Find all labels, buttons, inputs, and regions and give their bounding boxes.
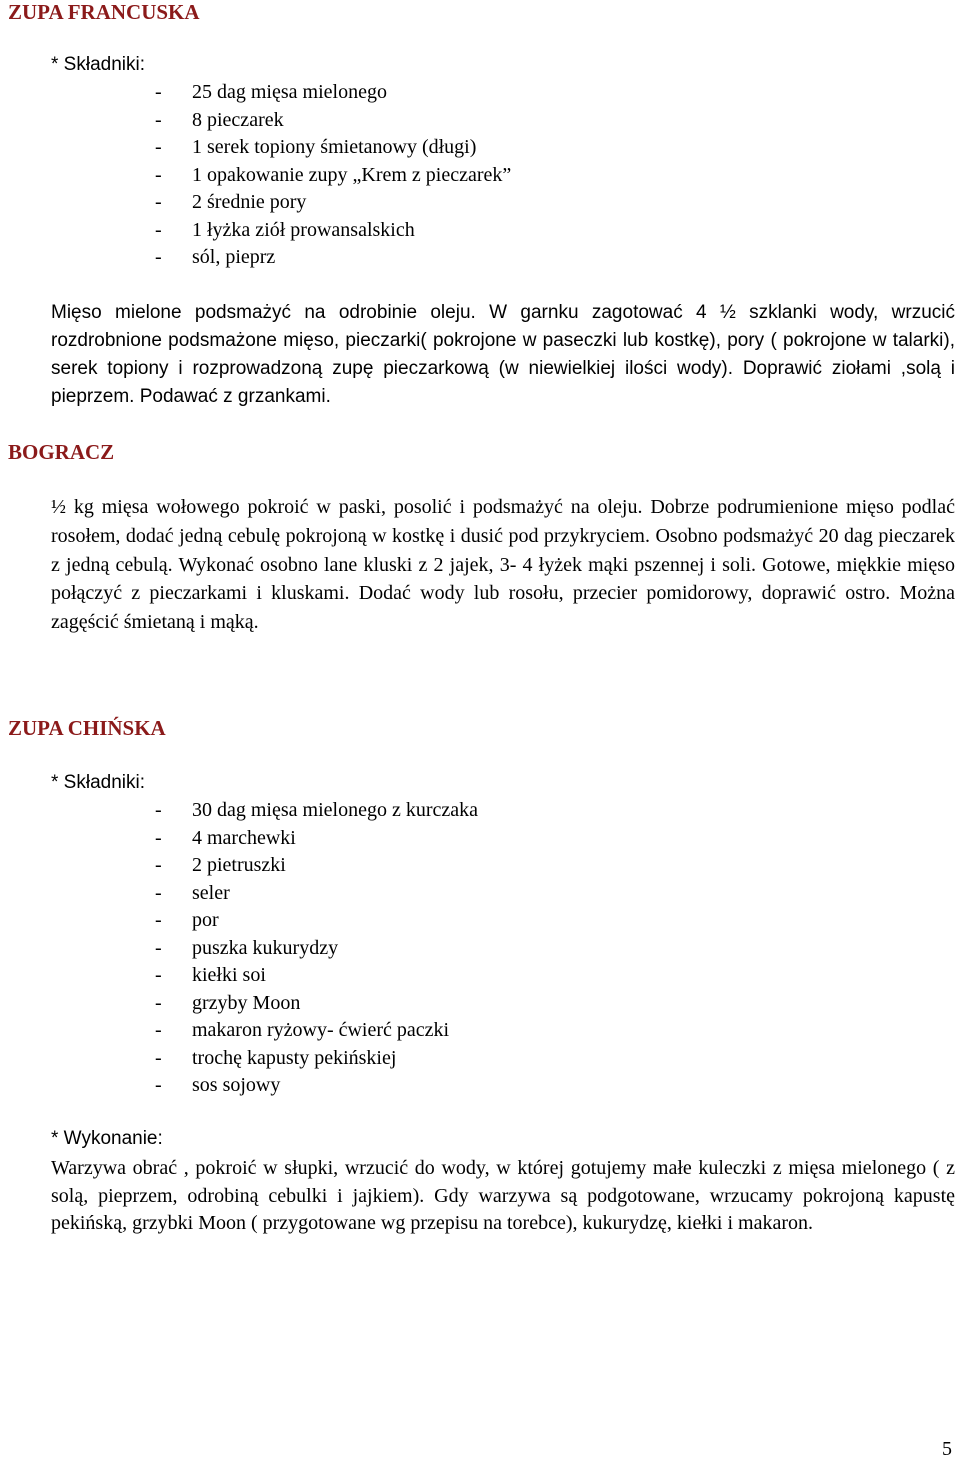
- ingredients-list: [155, 797, 478, 1100]
- instructions-paragraph: Mięso mielone podsmażyć na odrobinie oleju. W garnku zagotować 4 ½ szklanki wody, wrzucić rozdrobnione podsmażone mięso, pieczarki( pokrojone w paseczki lub kostkę), pory ( pokrojone w talarki), serek topiony i rozprowadzoną zupę pieczarkową (w niewielkiej ilości wody). Doprawić ziołami ,solą i pieprzem. Podawać z grzankami.: [51, 302, 955, 407]
- method-label: * Wykonanie:: [51, 1128, 163, 1149]
- list-item: - sól, pieprz: [155, 246, 276, 268]
- ingredients-label: * Składniki:: [51, 54, 145, 75]
- list-item: - 1 łyżka ziół prowansalskich: [155, 218, 415, 241]
- list-item: - 2 średnie pory: [155, 191, 307, 213]
- ingredients-label: * Składniki:: [51, 772, 145, 793]
- page-number: 5: [942, 1438, 952, 1460]
- list-item: - 1 opakowanie zupy „Krem z pieczarek”: [155, 163, 512, 186]
- list-item: - makaron ryżowy- ćwierć paczki: [155, 1019, 450, 1041]
- list-item: - 4 marchewki: [155, 826, 296, 849]
- list-item: - 25 dag mięsa mielonego: [155, 81, 387, 103]
- instructions-paragraph: ½ kg mięsa wołowego pokroić w paski, posolić i podsmażyć na oleju. Dobrze podrumienione mięso podlać rosołem, dodać jedną cebulę pokrojoną w kostkę i dusić pod przykryciem. Osobno podsmażyć 20 dag pieczarek z jedną cebulą. Wykonać osobno lane kluski z 2 jajek, 3- 4 łyżek mąki pszennej i soli. Gotowe, miękkie mięso połączyć z pieczarkami i kluskami. Dodać wody lub rosołu, przecier pomidorowy, doprawić ostro. Można zagęścić śmietaną i mąką.: [51, 496, 955, 634]
- list-item: - por: [155, 909, 219, 931]
- list-item: - 2 pietruszki: [155, 854, 286, 876]
- list-item: - grzyby Moon: [155, 991, 301, 1014]
- list-item: - kiełki soi: [155, 964, 266, 986]
- list-item: - sos sojowy: [155, 1074, 281, 1096]
- ingredients-list: [155, 79, 511, 272]
- instructions-paragraph: Warzywa obrać , pokroić w słupki, wrzucić do wody, w której gotujemy małe kuleczki z mięsa mielonego ( z solą, pieprzem, odrobiną cebulki i jajkiem). Gdy warzywa są podgotowane, wrzucamy pokrojoną kapustę pekińską, grzybki Moon ( przygotowane wg przepisu na torebce), kukurydzę, kiełki i makaron.: [51, 1157, 955, 1234]
- list-item: - seler: [155, 881, 230, 904]
- list-item: - trochę kapusty pekińskiej: [155, 1046, 397, 1069]
- list-item: - 8 pieczarek: [155, 108, 284, 131]
- list-item: - 1 serek topiony śmietanowy (długi): [155, 136, 477, 158]
- list-item: - puszka kukurydzy: [155, 936, 339, 959]
- list-item: - 30 dag mięsa mielonego z kurczaka: [155, 799, 478, 821]
- recipe-title-bogracz: BOGRACZ: [8, 440, 115, 464]
- recipe-title-zupa-francuska: ZUPA FRANCUSKA: [8, 0, 200, 24]
- recipe-title-zupa-chinska: ZUPA CHIŃSKA: [8, 716, 166, 740]
